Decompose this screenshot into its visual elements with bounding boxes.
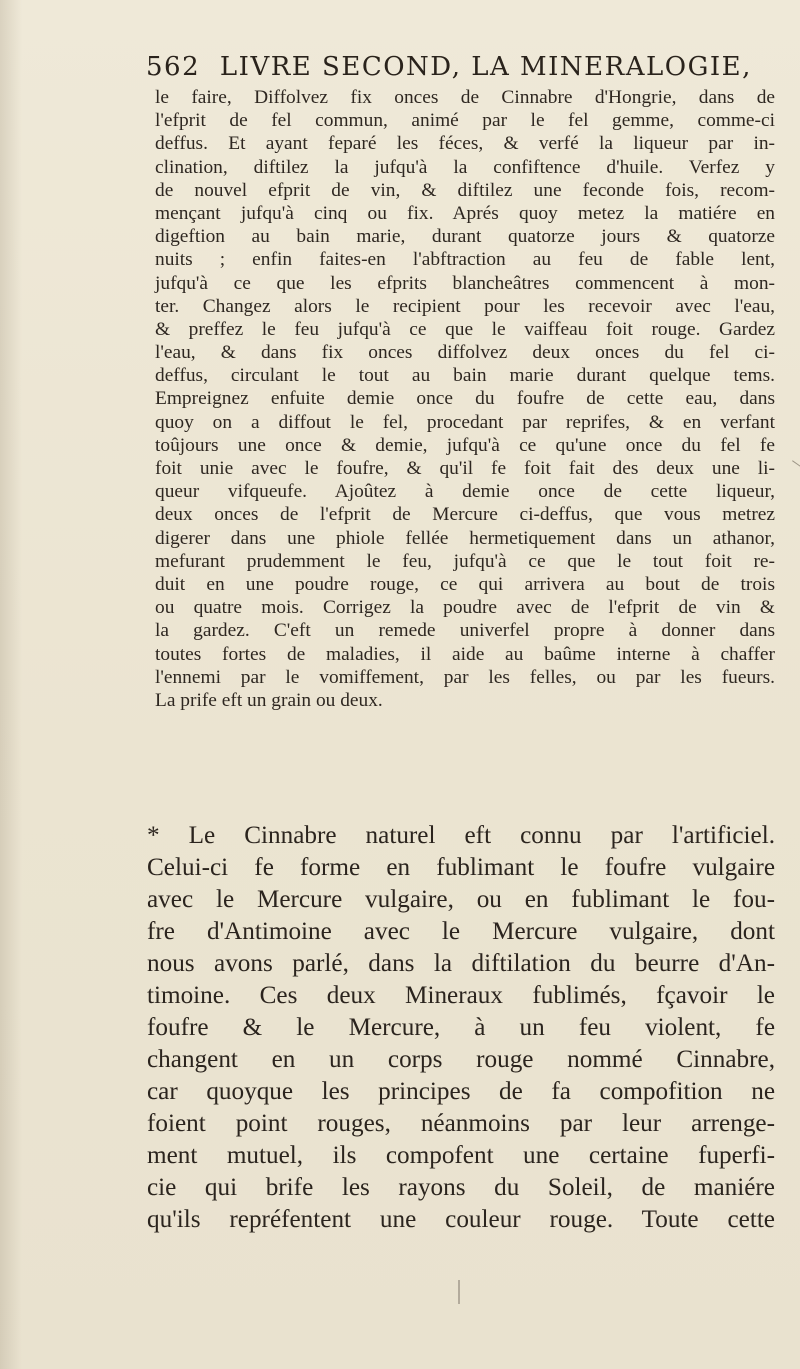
paragraph-line: duit en une poudre rouge, ce qui arrivera au bout de trois (155, 573, 775, 595)
paragraph-line: mençant jufqu'à cinq ou fix. Aprés quoy metez la matiére en (155, 202, 775, 224)
paragraph-line: de nouvel efprit de vin, & diftilez une feconde fois, recom- (155, 179, 775, 201)
page-number: 562 (146, 52, 201, 82)
paragraph-line: deffus, circulant le tout au bain marie durant quelque tems. (155, 365, 775, 387)
main-paragraph (155, 86, 775, 712)
note-line: nous avons parlé, dans la diftilation du beurre d'An- (147, 950, 775, 977)
paragraph-line: la gardez. C'eft un remede univerfel propre à donner dans (155, 620, 775, 642)
paragraph-line: digerer dans une phiole fellée hermetiquement dans un athanor, (155, 527, 775, 549)
note-line: car quoyque les principes de fa compofition ne (147, 1078, 775, 1105)
paragraph-line: foit unie avec le foufre, & qu'il fe foit fait des deux une li- (155, 458, 775, 479)
paragraph-line: l'eau, & dans fix onces diffolvez deux onces du fel ci- (155, 342, 775, 364)
paragraph-line: quoy on a diffout le fel, procedant par reprifes, & en verfant (155, 411, 775, 433)
page-gutter-shadow (0, 0, 22, 1369)
note-line: ment mutuel, ils compofent une certaine fuperfi- (147, 1142, 775, 1169)
note-line: fre d'Antimoine avec le Mercure vulgaire, dont (147, 918, 775, 945)
paragraph-line: mefurant prudemment le feu, jufqu'à ce que le tout foit re- (155, 550, 775, 572)
paragraph-line: & preffez le feu jufqu'à ce que le vaiffeau foit rouge. Gardez (155, 318, 775, 340)
paragraph-line: l'efprit de fel commun, animé par le fel gemme, comme-ci (155, 110, 775, 132)
paragraph-line: nuits ; enfin faites-en l'abftraction au feu de fable lent, (155, 249, 775, 271)
paragraph-line: queur vifqueufe. Ajoûtez à demie once de cette liqueur, (155, 481, 775, 503)
note-line: avec le Mercure vulgaire, ou en fublimant le fou- (147, 886, 775, 913)
paragraph-line: Empreignez enfuite demie once du foufre de cette eau, dans (155, 388, 775, 410)
note-line: timoine. Ces deux Mineraux fublimés, fçavoir le (147, 982, 775, 1009)
paragraph-line: La prife eft un grain ou deux. (155, 689, 383, 711)
note-line: foient point rouges, néanmoins par leur arrenge- (147, 1110, 775, 1137)
annotation-note (147, 820, 775, 1236)
paragraph-line: ter. Changez alors le recipient pour les recevoir avec l'eau, (155, 295, 775, 317)
paragraph-line: deffus. Et ayant feparé les féces, & verfé la liqueur par in- (155, 133, 775, 155)
note-line: Celui-ci fe forme en fublimant le foufre vulgaire (147, 854, 775, 881)
ink-stroke-mark (458, 1280, 460, 1304)
paragraph-line: digeftion au bain marie, durant quatorze jours & quatorze (155, 226, 775, 248)
paragraph-line: ou quatre mois. Corrigez la poudre avec de l'efprit de vin & (155, 597, 775, 619)
note-line: * Le Cinnabre naturel eft connu par l'artificiel. (147, 822, 775, 849)
note-line: cie qui brife les rayons du Soleil, de maniére (147, 1174, 775, 1201)
paragraph-line: toûjours une once & demie, jufqu'à ce qu'une once du fel fe (155, 434, 775, 456)
paragraph-line: deux onces de l'efprit de Mercure ci-deffus, que vous metrez (155, 504, 775, 526)
running-title: LIVRE SECOND, LA MINERALOGIE, (219, 52, 752, 82)
note-line: changent en un corps rouge nommé Cinnabre, (147, 1046, 775, 1073)
paragraph-line: clination, diftilez la jufqu'à la confiftence d'huile. Verfez y (155, 156, 775, 178)
note-line: foufre & le Mercure, à un feu violent, fe (147, 1014, 775, 1041)
paragraph-line: jufqu'à ce que les efprits blancheâtres commencent à mon- (155, 272, 775, 294)
margin-tick-mark (785, 460, 800, 476)
note-line: qu'ils repréfentent une couleur rouge. Toute cette (147, 1206, 775, 1233)
paragraph-line: toutes fortes de maladies, il aide au baûme interne à chaffer (155, 643, 775, 665)
paragraph-line: l'ennemi par le vomiffement, par les felles, ou par les fueurs. (155, 666, 775, 688)
paragraph-line: le faire, Diffolvez fix onces de Cinnabre d'Hongrie, dans de (155, 87, 775, 108)
